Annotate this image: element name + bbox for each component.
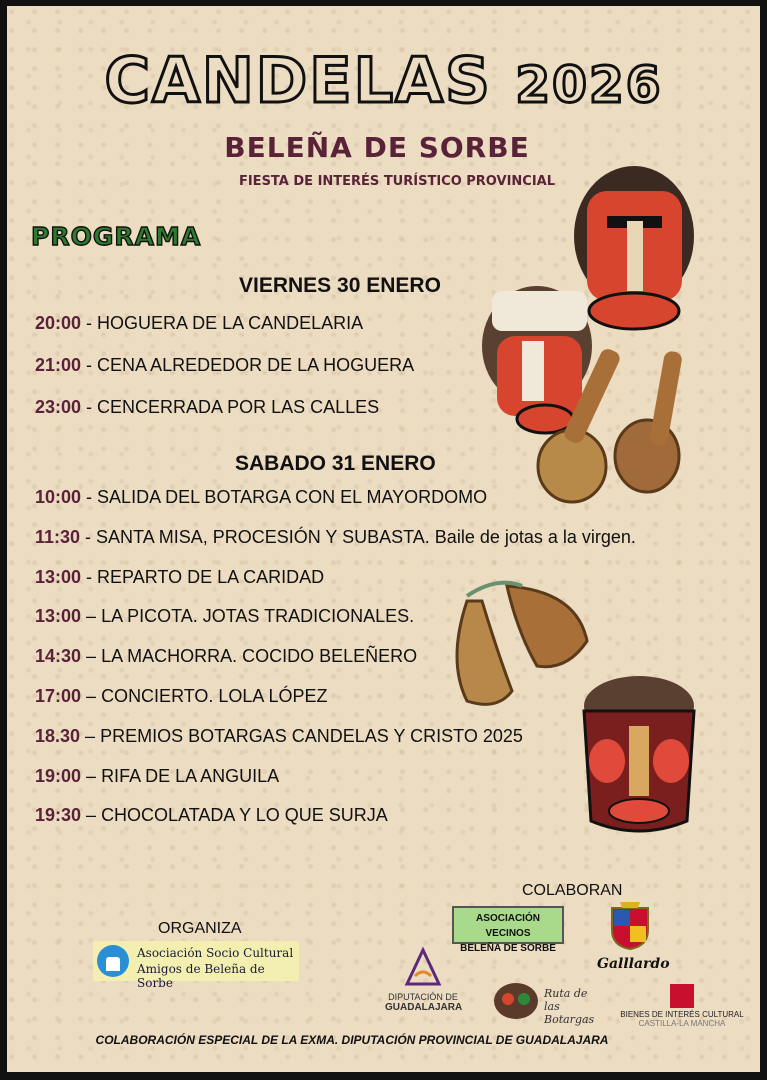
schedule-item	[35, 313, 363, 334]
schedule-item	[35, 766, 279, 787]
schedule-time: 18.30	[35, 725, 81, 746]
subtitle: FIESTA DE INTERÉS TURÍSTICO PROVINCIAL	[238, 174, 556, 189]
vecinos-line2: BELEÑA DE SORBE	[460, 943, 556, 954]
schedule-sep: -	[81, 355, 98, 375]
schedule-sep: –	[80, 725, 101, 746]
schedule-sep: -	[81, 566, 98, 587]
schedule-time: 23:00	[35, 397, 82, 417]
schedule-sep: -	[81, 313, 98, 333]
botarga-masks-illustration	[477, 161, 717, 506]
schedule-sep: –	[81, 646, 102, 667]
schedule-item	[35, 646, 417, 667]
schedule-time: 17:00	[35, 686, 82, 706]
schedule-item	[35, 726, 523, 747]
diputacion-line2: GUADALAJARA	[385, 1002, 463, 1013]
ruta-icon	[492, 981, 540, 1021]
day-heading-saturday: SABADO 31 ENERO	[235, 452, 436, 475]
schedule-time: 11:30	[35, 526, 81, 547]
asociacion-logo	[93, 941, 299, 990]
organiza-label: ORGANIZA	[158, 920, 242, 937]
schedule-text: CONCIERTO. LOLA LÓPEZ	[101, 686, 328, 706]
schedule-text: RIFA DE LA ANGUILA	[101, 765, 280, 786]
schedule-sep: -	[81, 397, 98, 417]
vecinos-logo	[452, 906, 564, 954]
schedule-time: 13:00	[35, 606, 82, 627]
schedule-time: 21:00	[35, 355, 82, 375]
programa-heading: PROGRAMA	[31, 222, 202, 251]
asociacion-line2: Amigos de Beleña de Sorbe	[137, 962, 265, 990]
schedule-time: 10:00	[35, 487, 82, 507]
schedule-text: SANTA MISA, PROCESIÓN Y SUBASTA. Baile de jotas a la virgen.	[96, 526, 636, 547]
poster	[7, 6, 760, 1072]
schedule-text: HOGUERA DE LA CANDELARIA	[97, 313, 364, 333]
coat-of-arms-icon	[610, 902, 650, 950]
bic-line1: BIENES DE INTERÉS CULTURAL	[620, 1010, 744, 1019]
signature: Galllardo	[597, 956, 670, 972]
ruta-text: Ruta de las Botargas	[544, 987, 595, 1026]
schedule-time: 14:30	[35, 646, 82, 667]
schedule-text: CHOCOLATADA Y LO QUE SURJA	[101, 805, 388, 826]
bic-icon	[670, 984, 694, 1008]
schedule-time: 20:00	[35, 313, 82, 333]
bic-logo	[619, 984, 745, 1028]
schedule-text: REPARTO DE LA CARIDAD	[97, 566, 325, 587]
town-name: BELEÑA DE SORBE	[224, 131, 530, 164]
schedule-item	[35, 686, 327, 707]
schedule-item	[35, 397, 379, 418]
diputacion-logo	[385, 946, 461, 1013]
schedule-sep: –	[81, 686, 102, 706]
schedule-text: LA PICOTA. JOTAS TRADICIONALES.	[101, 606, 415, 627]
schedule-text: CENA ALREDEDOR DE LA HOGUERA	[97, 355, 415, 375]
diputacion-line1: DIPUTACIÓN DE	[388, 992, 458, 1002]
asociacion-icon	[97, 945, 129, 977]
diputacion-icon	[401, 946, 445, 990]
title-text: CANDELAS	[104, 44, 492, 117]
schedule-item	[35, 355, 414, 376]
schedule-time: 13:00	[35, 566, 82, 587]
schedule-item	[35, 567, 324, 588]
schedule-text: SALIDA DEL BOTARGA CON EL MAYORDOMO	[97, 487, 488, 507]
schedule-sep: –	[81, 805, 102, 826]
schedule-time: 19:30	[35, 805, 82, 826]
schedule-item	[35, 606, 414, 627]
schedule-sep: –	[81, 765, 102, 786]
schedule-item	[35, 527, 636, 548]
vecinos-line1: ASOCIACIÓN VECINOS	[476, 913, 540, 939]
bic-line2: CASTILLA-LA MANCHA	[638, 1019, 726, 1028]
poster-title	[7, 46, 760, 120]
schedule-item	[35, 805, 388, 826]
ruta-botargas-logo	[492, 981, 595, 1026]
day-heading-friday: VIERNES 30 ENERO	[239, 274, 441, 297]
schedule-text: LA MACHORRA. COCIDO BELEÑERO	[101, 646, 418, 667]
red-mask-illustration	[559, 671, 709, 846]
footer-note: COLABORACIÓN ESPECIAL DE LA EXMA. DIPUTACIÓN PROVINCIAL DE GUADALAJARA	[95, 1033, 609, 1047]
schedule-time: 19:00	[35, 765, 82, 786]
schedule-sep: -	[81, 487, 98, 507]
schedule-sep: -	[80, 526, 97, 547]
colaboran-label: COLABORAN	[522, 882, 623, 899]
schedule-text: PREMIOS BOTARGAS CANDELAS Y CRISTO 2025	[100, 725, 523, 746]
schedule-sep: –	[81, 606, 102, 627]
asociacion-line1: Asociación Socio Cultural	[137, 946, 294, 960]
schedule-item	[35, 487, 487, 508]
schedule-text: CENCERRADA POR LAS CALLES	[97, 397, 380, 417]
title-year: 2026	[515, 56, 663, 114]
